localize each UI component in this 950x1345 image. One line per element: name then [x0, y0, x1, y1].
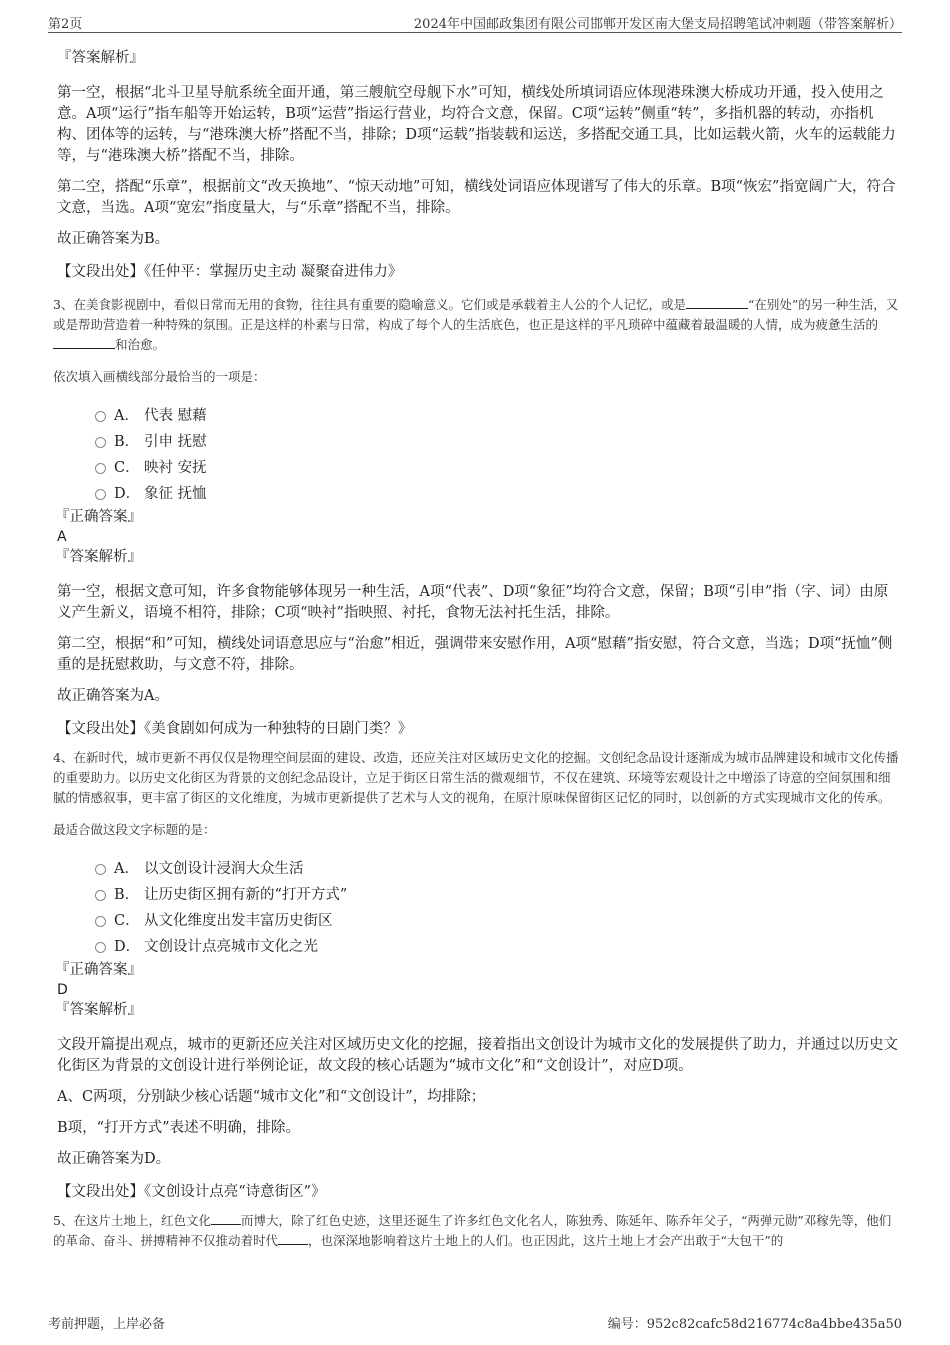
answer-conclusion: 故正确答案为D。 — [57, 1151, 171, 1167]
radio-icon[interactable] — [95, 942, 106, 953]
source-citation: 【文段出处】《美食剧如何成为一种独特的日剧门类？》 — [57, 721, 413, 737]
analysis-paragraph: 文段开篇提出观点，城市的更新还应关注对区域历史文化的挖掘，接着指出文创设计为城市文化的发展提供了助力，并通过以历史文化街区为背景的文创设计进行举例论证，故文段的核心话题为“城市文化”和“文创设计”，对应D项。 — [57, 1037, 898, 1074]
document-title: 2024年中国邮政集团有限公司邯郸开发区南大堡支局招聘笔试冲刺题（带答案解析） — [413, 17, 902, 32]
fill-blank — [686, 296, 748, 309]
page-header — [48, 10, 902, 33]
radio-icon[interactable] — [95, 864, 106, 875]
question-prompt: 最适合做这段文字标题的是： — [53, 822, 216, 837]
option-d[interactable]: D． 象征 抚恤 — [95, 479, 902, 505]
question-stem: 4、在新时代，城市更新不再仅仅是物理空间层面的建设、改造，还应关注对区域历史文化的挖掘。文创纪念品设计逐渐成为城市品牌建设和城市文化传播的重要助力。以历史文化街区为背景的文创纪念品设计，立足于街区日常生活的微观细节，不仅在建筑、环境等宏观设计之中增添了诗意的空间氛围和细腻的情感叙事，更丰富了街区的文化维度，为城市更新提供了艺术与人文的视角，在原汁原味保留街区记忆的同时，以创新的方式实现城市文化的传承。 — [53, 750, 899, 805]
option-a[interactable]: A． 以文创设计浸润大众生活 — [95, 854, 902, 880]
question-stem: 3、在美食影视剧中，看似日常而无用的食物，往往具有重要的隐喻意义。它们或是承载着主人公的个人记忆，或是 “在别处”的另一种生活，又或是帮助营造着一种特殊的氛围。正是这样的朴素与日常，构成了每个人的生活底色，也正是这样的平凡琐碎中蕴藏着最温暖的人情，成为疲惫生活的和治愈。 — [53, 297, 899, 352]
option-d[interactable]: D． 文创设计点亮城市文化之光 — [95, 932, 902, 958]
option-b[interactable]: B． 引申 抚慰 — [95, 427, 902, 453]
answer-analysis-label: 『答案解析』 — [57, 50, 144, 66]
option-c[interactable]: C． 从文化维度出发丰富历史街区 — [95, 906, 902, 932]
analysis-paragraph: 第二空，根据“和”可知，横线处词语意思应与“治愈”相近，强调带来安慰作用，A项“慰藉”指安慰，符合文意，当选；D项“抚恤”侧重的是抚慰救助，与文意不符，排除。 — [57, 636, 893, 673]
question-prompt: 依次填入画横线部分最恰当的一项是： — [53, 369, 266, 384]
options-list — [57, 401, 902, 505]
fill-blank — [278, 1232, 308, 1245]
page-number: 第2页 — [48, 17, 83, 32]
source-citation: 【文段出处】《文创设计点亮“诗意街区”》 — [57, 1184, 326, 1200]
correct-answer-label: 『正确答案』 — [55, 962, 142, 978]
analysis-paragraph: B项，“打开方式”表述不明确，排除。 — [57, 1120, 300, 1136]
analysis-paragraph: 第二空，搭配“乐章”，根据前文“改天换地”、“惊天动地”可知，横线处词语应体现谱写了伟大的乐章。B项“恢宏”指宽阔广大，符合文意，当选。A项“宽宏”指度量大，与“乐章”搭配不当，排除。 — [57, 179, 896, 216]
analysis-paragraph: 第一空，根据文意可知，许多食物能够体现另一种生活，A项“代表”、D项“象征”均符合文意，保留；B项“引申”指（字、词）由原义产生新义，语境不相符，排除；C项“映衬”指映照、衬托，食物无法衬托生活，排除。 — [57, 584, 889, 621]
analysis-paragraph: A、C两项，分别缺少核心话题“城市文化”和“文创设计”，均排除； — [57, 1089, 486, 1105]
correct-answer-value: A — [57, 529, 67, 545]
page-content — [53, 44, 902, 1251]
analysis-paragraph: 第一空，根据“北斗卫星导航系统全面开通，第三艘航空母舰下水”可知，横线处所填词语应体现港珠澳大桥成功开通，投入使用之意。A项“运行”指车船等开始运转，B项“运营”指运行营业，均符合文意，保留。C项“运转”侧重“转”，多指机器的转动，亦指机构、团体等的运转，与“港珠澳大桥”搭配不当，排除；D项“运载”指装载和运送，多搭配交通工具，比如运载火箭，火车的运载能力等，与“港珠澳大桥”搭配不当，排除。 — [57, 85, 896, 164]
radio-icon[interactable] — [95, 411, 106, 422]
option-b[interactable]: B． 让历史街区拥有新的“打开方式” — [95, 880, 902, 906]
radio-icon[interactable] — [95, 890, 106, 901]
source-citation: 【文段出处】《任仲平：掌握历史主动 凝聚奋进伟力》 — [57, 264, 403, 280]
radio-icon[interactable] — [95, 437, 106, 448]
page-footer — [48, 1313, 902, 1333]
option-c[interactable]: C． 映衬 安抚 — [95, 453, 902, 479]
options-list — [57, 854, 902, 958]
question-stem: 5、在这片土地上，红色文化 而博大，除了红色史迹，这里还诞生了许多红色文化名人，陈独秀、陈延年、陈乔年父子，“两弹元勋”邓稼先等，他们的革命、奋斗、拼搏精神不仅推动着时代 ，也深深地影响着这片土地上的人们。也正因此，这片土地上才会产出敢于“大包干”的 — [53, 1213, 892, 1248]
option-a[interactable]: A． 代表 慰藉 — [95, 401, 902, 427]
answer-analysis-label: 『答案解析』 — [55, 549, 142, 565]
radio-icon[interactable] — [95, 463, 106, 474]
fill-blank — [53, 336, 115, 349]
fill-blank — [211, 1212, 241, 1225]
answer-conclusion: 故正确答案为A。 — [57, 688, 169, 704]
footer-slogan: 考前押题，上岸必备 — [48, 1317, 166, 1332]
answer-analysis-label: 『答案解析』 — [55, 1002, 142, 1018]
radio-icon[interactable] — [95, 489, 106, 500]
correct-answer-value: D — [57, 982, 68, 998]
document-code: 编号：952c82cafc58d216774c8a4bbe435a50 — [607, 1317, 902, 1332]
radio-icon[interactable] — [95, 916, 106, 927]
answer-conclusion: 故正确答案为B。 — [57, 231, 170, 247]
correct-answer-label: 『正确答案』 — [55, 509, 142, 525]
